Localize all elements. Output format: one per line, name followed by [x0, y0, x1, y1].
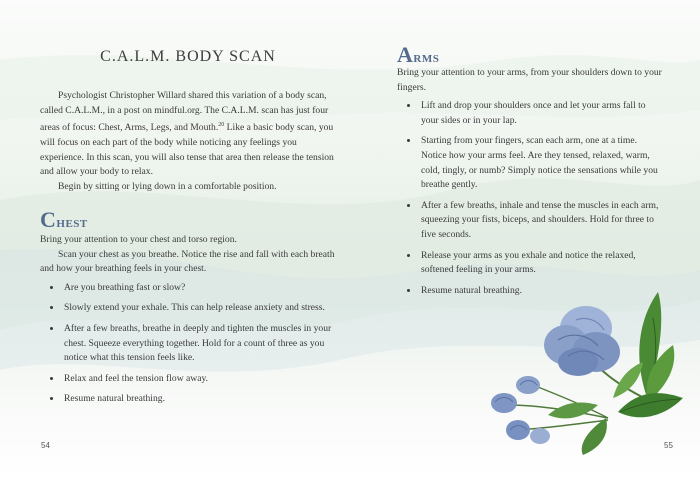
page-number-left: 54 — [41, 441, 50, 450]
chest-paragraph: Scan your chest as you breathe. Notice the rise and fall with each breath and how your breathing feels in your chest. — [40, 248, 335, 275]
chest-lead: Bring your attention to your chest and torso region. — [40, 234, 237, 245]
list-item: • After a few breaths, inhale and tense the muscles in each arm, squeezing your fists, biceps, and shoulders. Hold for three to five seconds. — [419, 199, 665, 243]
list-item: • Relax and feel the tension flow away. — [62, 372, 340, 387]
intro-text — [40, 89, 340, 194]
list-item: • Starting from your fingers, scan each arm, one at a time. Notice how your arms feel. Are they tensed, relaxed, warm, cold, tingly, or numb? Simply notice the sensations while you breathe gently. — [419, 134, 665, 192]
footnote-marker: 20 — [218, 122, 225, 129]
chest-bullet-list — [40, 281, 340, 407]
blue-flower-with-leaves-icon — [488, 290, 688, 455]
arms-lead: Bring your attention to your arms, from your shoulders down to your fingers. — [397, 67, 662, 93]
list-item: • Resume natural breathing. — [419, 284, 665, 299]
list-item: • Resume natural breathing. — [62, 392, 340, 407]
arms-section — [397, 66, 665, 304]
page-title: C.A.L.M. BODY SCAN — [100, 48, 276, 65]
section-heading-chest: Chest — [40, 207, 88, 232]
list-item: • Lift and drop your shoulders once and let your arms fall to your sides or in your lap. — [419, 99, 665, 128]
list-item: • Release your arms as you exhale and notice the relaxed, softened feeling in your arms. — [419, 249, 665, 278]
section-heading-arms: Arms — [397, 42, 440, 67]
arms-bullet-list — [397, 99, 665, 298]
intro-paragraph-1: Psychologist Christopher Willard shared this variation of a body scan, called C.A.L.M., in a post on mindful.org. The C.A.L.M. scan has just four areas of focus: Chest, Arms, Legs, and Mouth.$^{20}$ Like a basic body scan, you will focus on each part of the body while noticing any feelings you experience. In this scan, you will also tense that area then release the tension and allow your body to relax. — [40, 90, 334, 178]
list-item: • Slowly extend your exhale. This can help release anxiety and stress. — [62, 301, 340, 316]
intro-paragraph-2: Begin by sitting or lying down in a comfortable position. — [58, 180, 277, 192]
list-item: • After a few breaths, breathe in deeply and tighten the muscles in your chest. Squeeze everything together. Hold for a count of three as you notice what this tension feels like. — [62, 322, 340, 366]
list-item: • Are you breathing fast or slow? — [62, 281, 340, 296]
chest-section — [40, 233, 340, 413]
page-number-right: 55 — [664, 441, 673, 450]
